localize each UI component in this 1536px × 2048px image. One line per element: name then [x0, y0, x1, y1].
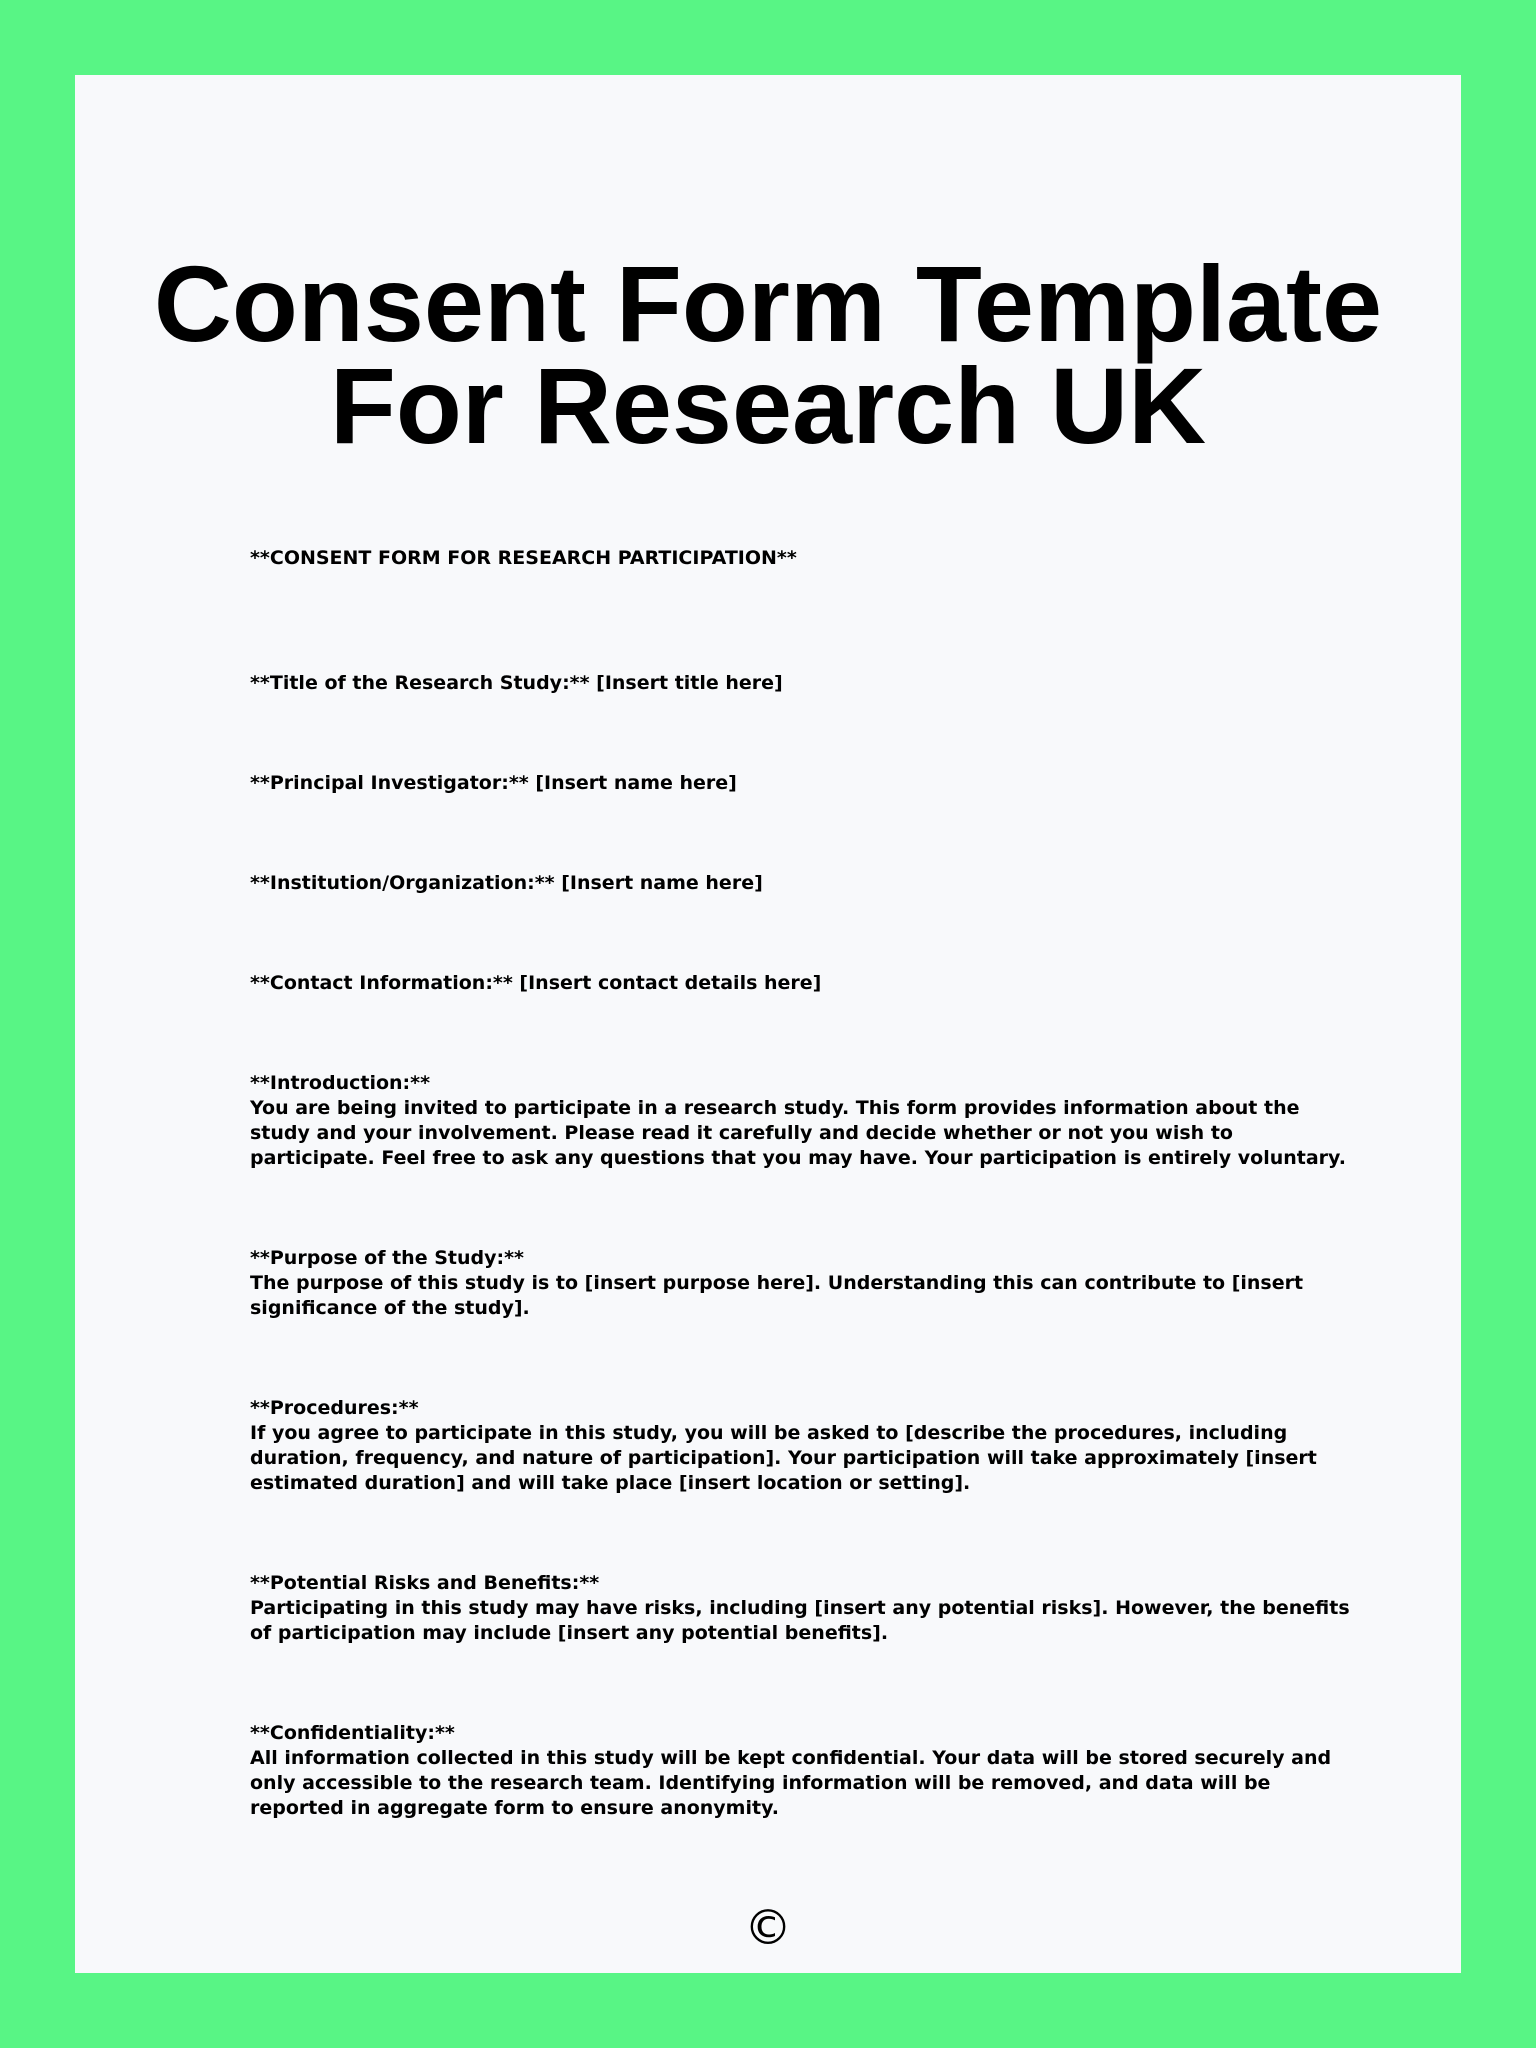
section-risks-benefits [250, 1571, 1350, 1646]
section-introduction [250, 1071, 1350, 1171]
section-purpose [250, 1246, 1350, 1321]
section-body: All information collected in this study will be kept confidential. Your data will be stored securely and only accessible to the research team. Identifying information will be removed, and data will be reported in aggregate form to ensure anonymity. [250, 1747, 1332, 1819]
page-title: Consent Form Template For Research UK [153, 243, 1383, 466]
field-institution: **Institution/Organization:** [Insert name here] [250, 872, 763, 894]
section-body: You are being invited to participate in a research study. This form provides information about the study and your involvement. Please read it carefully and decide whether or not you wish to participate. Feel free to ask any questions that you may have. Your participation is entirely voluntary. [250, 1097, 1346, 1169]
section-label: **Purpose of the Study:** [250, 1247, 524, 1269]
document-content [250, 546, 1350, 1896]
section-body: The purpose of this study is to [insert purpose here]. Understanding this can contribute to [insert significance of the study]. [250, 1272, 1304, 1319]
field-principal-investigator: **Principal Investigator:** [Insert name here] [250, 772, 737, 794]
section-label: **Introduction:** [250, 1072, 431, 1094]
section-body: If you agree to participate in this study, you will be asked to [describe the procedures, including duration, frequency, and nature of participation]. Your participation will take approximately [insert estimated duration] and will take place [insert location or setting]. [250, 1422, 1317, 1494]
section-label: **Procedures:** [250, 1397, 419, 1419]
field-study-title: **Title of the Research Study:** [Insert title here] [250, 672, 783, 694]
copyright-icon: © [744, 1900, 792, 1956]
document-heading: **CONSENT FORM FOR RESEARCH PARTICIPATION** [250, 547, 797, 569]
section-label: **Potential Risks and Benefits:** [250, 1572, 600, 1594]
section-label: **Confidentiality:** [250, 1722, 455, 1744]
section-procedures [250, 1396, 1350, 1496]
document-page [75, 75, 1461, 1973]
section-body: Participating in this study may have risks, including [insert any potential risks]. However, the benefits of participation may include [insert any potential benefits]. [250, 1597, 1350, 1644]
section-confidentiality [250, 1721, 1350, 1821]
field-contact-information: **Contact Information:** [Insert contact details here] [250, 972, 822, 994]
